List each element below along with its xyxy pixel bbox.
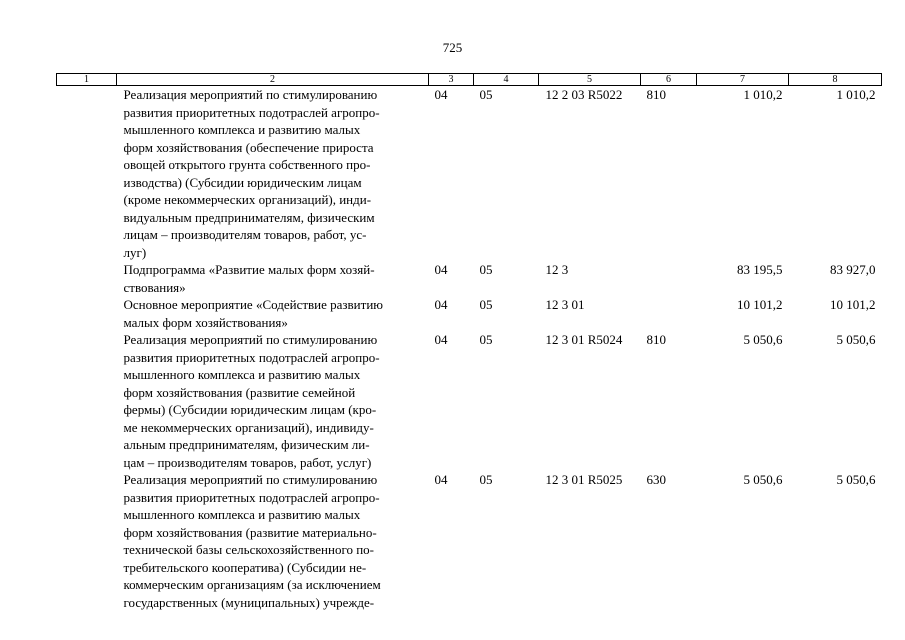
table-row <box>57 471 882 611</box>
row-amount-1-cell: 5 050,6 <box>743 332 783 347</box>
column-number-header-row <box>57 74 882 86</box>
row-section-cell: 04 <box>434 87 448 102</box>
row-index-cell <box>57 471 117 611</box>
row-name-line: альным предпринимателям, физическим ли- <box>123 437 370 452</box>
row-index-cell <box>57 261 117 296</box>
row-name-line: луг) <box>123 244 147 260</box>
row-amount-1-cell: 1 010,2 <box>743 87 783 102</box>
row-target-code-cell: 12 3 <box>545 262 569 277</box>
row-name-line: развития приоритетных подотраслей агропро- <box>123 104 380 120</box>
column-header-8: 8 <box>789 74 882 86</box>
row-subsection-cell: 05 <box>479 297 493 312</box>
row-index-cell <box>57 86 117 262</box>
row-name-line: развития приоритетных подотраслей агропро- <box>123 349 380 365</box>
row-section-cell: 04 <box>434 472 448 487</box>
column-header-7: 7 <box>697 74 789 86</box>
row-index-cell <box>57 296 117 331</box>
column-header-1: 1 <box>57 74 117 86</box>
row-name-line: ме некоммерческих организаций), индивиду- <box>123 419 374 435</box>
row-name-line: (кроме некоммерческих организаций), инди- <box>123 192 372 207</box>
row-name-line: мышленного комплекса и развитию малых <box>123 367 361 382</box>
row-name-line: мышленного комплекса и развитию малых <box>123 507 361 522</box>
row-name-line: Реализация мероприятий по стимулированию <box>123 87 378 102</box>
column-header-4: 4 <box>474 74 539 86</box>
row-name-line: форм хозяйствования (обеспечение прироста <box>123 139 374 155</box>
row-name-line: Подпрограмма «Развитие малых форм хозяй- <box>123 262 375 277</box>
row-name-cell <box>117 86 429 262</box>
row-section-cell: 04 <box>434 332 448 347</box>
row-expense-type-cell <box>641 296 697 331</box>
row-name-line: развития приоритетных подотраслей агропро- <box>123 489 380 505</box>
row-amount-1-cell: 83 195,5 <box>737 262 783 277</box>
row-name-line: требительского кооператива) (Субсидии не- <box>123 559 367 575</box>
row-name-line: Реализация мероприятий по стимулированию <box>123 332 378 347</box>
row-name-line: фермы) (Субсидии юридическим лицам (кро- <box>123 402 377 417</box>
row-subsection-cell: 05 <box>479 472 493 487</box>
row-amount-2-cell: 83 927,0 <box>830 262 876 277</box>
row-name-cell <box>117 261 429 296</box>
row-amount-1-cell: 10 101,2 <box>737 297 783 312</box>
row-amount-2-cell: 5 050,6 <box>836 472 876 487</box>
row-name-cell <box>117 331 429 471</box>
budget-table <box>56 73 882 611</box>
row-name-line: технической базы сельскохозяйственного по- <box>123 542 374 557</box>
row-name-line: государственных (муниципальных) учрежде- <box>123 594 375 610</box>
row-name-cell <box>117 296 429 331</box>
row-target-code-cell: 12 2 03 R5022 <box>545 87 623 102</box>
row-name-line: малых форм хозяйствования» <box>123 314 288 330</box>
row-name-line: цам – производителям товаров, работ, услуг) <box>123 454 372 470</box>
table-row <box>57 296 882 331</box>
table-row <box>57 261 882 296</box>
column-header-6: 6 <box>641 74 697 86</box>
row-amount-1-cell: 5 050,6 <box>743 472 783 487</box>
row-name-line: коммерческим организациям (за исключением <box>123 577 381 592</box>
row-expense-type-cell: 630 <box>646 472 666 487</box>
row-expense-type-cell: 810 <box>646 87 666 102</box>
table-row <box>57 331 882 471</box>
row-subsection-cell: 05 <box>479 332 493 347</box>
row-name-line: лицам – производителям товаров, работ, ус- <box>123 227 367 242</box>
row-expense-type-cell: 810 <box>646 332 666 347</box>
row-target-code-cell: 12 3 01 <box>545 297 585 312</box>
row-amount-2-cell: 1 010,2 <box>836 87 876 102</box>
row-name-line: изводства) (Субсидии юридическим лицам <box>123 174 362 190</box>
row-name-line: мышленного комплекса и развитию малых <box>123 122 361 137</box>
row-name-line: видуальным предпринимателям, физическим <box>123 209 375 225</box>
row-section-cell: 04 <box>434 262 448 277</box>
page-number: 725 <box>442 40 463 55</box>
column-header-3: 3 <box>429 74 474 86</box>
row-section-cell: 04 <box>434 297 448 312</box>
column-header-5: 5 <box>539 74 641 86</box>
row-index-cell <box>57 331 117 471</box>
row-name-cell <box>117 471 429 611</box>
row-subsection-cell: 05 <box>479 262 493 277</box>
row-name-line: овощей открытого грунта собственного про- <box>123 157 371 172</box>
row-name-line: форм хозяйствования (развитие семейной <box>123 384 356 400</box>
row-subsection-cell: 05 <box>479 87 493 102</box>
table-row <box>57 86 882 262</box>
column-header-2: 2 <box>117 74 429 86</box>
row-amount-2-cell: 10 101,2 <box>830 297 876 312</box>
row-amount-2-cell: 5 050,6 <box>836 332 876 347</box>
row-target-code-cell: 12 3 01 R5025 <box>545 472 623 487</box>
row-target-code-cell: 12 3 01 R5024 <box>545 332 623 347</box>
row-expense-type-cell <box>641 261 697 296</box>
row-name-line: Основное мероприятие «Содействие развитию <box>123 297 383 312</box>
row-name-line: форм хозяйствования (развитие материально- <box>123 524 377 540</box>
row-name-line: ствования» <box>123 279 186 295</box>
row-name-line: Реализация мероприятий по стимулированию <box>123 472 378 487</box>
